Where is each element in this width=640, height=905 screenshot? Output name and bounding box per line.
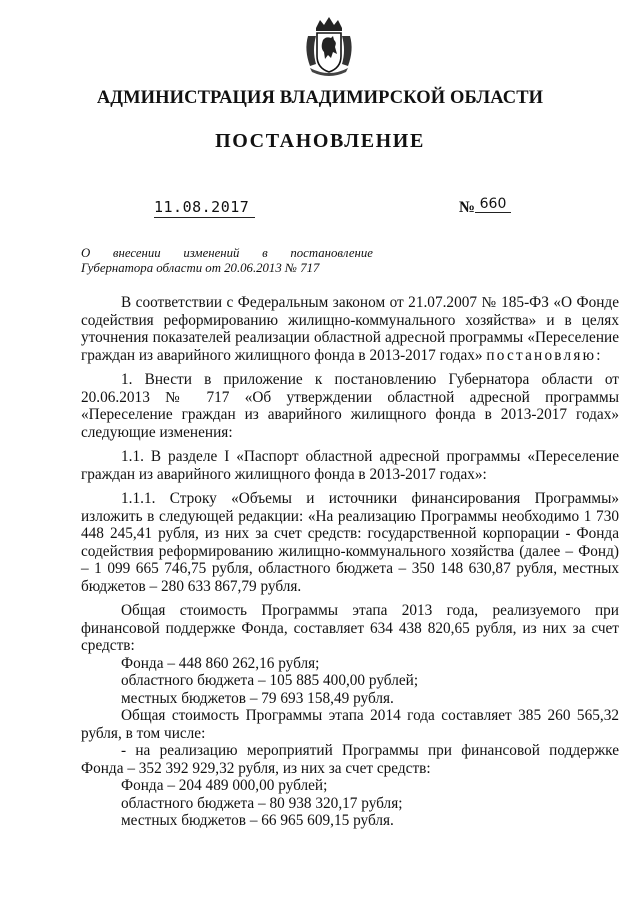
document-body [81, 294, 619, 830]
document-date: 11.08.2017 [154, 198, 255, 218]
list-item: областного бюджета – 105 885 400,00 рублей; [121, 672, 419, 689]
subject-line-2: Губернатора области от 20.06.2013 № 717 [81, 261, 320, 275]
number-sign: № [459, 199, 476, 216]
paragraph-item-1-1: 1.1. В разделе I «Паспорт областной адресной программы «Переселение граждан из аварийного жилищного фонда в 2013-2017 годах»: [81, 448, 619, 483]
subject-word: изменений [183, 246, 240, 260]
preamble-text: В соответствии с Федеральным законом от 21.07.2007 № 185-ФЗ «О Фонде содействия реформированию жилищно-коммунального хозяйства» и в целях уточнения показателей реализации областной адресной программы «Переселение граждан из аварийного жилищного фонда в 2013-2017 годах» [81, 294, 619, 364]
resolve-word: постановляю: [486, 346, 603, 364]
paragraph-stage-2013: Общая стоимость Программы этапа 2013 года, реализуемого при финансовой поддержке Фонда, составляет 634 438 820,65 рубля, из них за счет средств: [81, 602, 619, 654]
paragraph-fund-support: - на реализацию мероприятий Программы при финансовой поддержке Фонда – 352 392 929,32 рубля, из них за счет средств: [81, 742, 619, 777]
subject-word: внесении [112, 246, 161, 260]
paragraph-item-1: 1. Внести в приложение к постановлению Губернатора области от 20.06.2013 № 717 «Об утверждении областной адресной программы «Переселение граждан из аварийного жилищного фонда в 2013-2017 годах» следующие изменения: [81, 371, 619, 441]
list-item: местных бюджетов – 79 693 158,49 рубля. [121, 689, 394, 707]
list-item: областного бюджета – 80 938 320,17 рубля; [121, 794, 403, 812]
coat-of-arms-icon [302, 14, 356, 78]
document-subject [81, 246, 373, 276]
paragraph-stage-2014: Общая стоимость Программы этапа 2014 года составляет 385 260 565,32 рубля, в том числе: [81, 707, 619, 742]
paragraph-preamble [81, 294, 619, 364]
subject-word: О [81, 246, 91, 260]
subject-word: постановление [290, 246, 373, 260]
document-type-title: ПОСТАНОВЛЕНИЕ [215, 130, 425, 152]
paragraph-item-1-1-1: 1.1.1. Строку «Объемы и источники финансирования Программы» изложить в следующей редакции: «На реализацию Программы необходимо 1 730 448 245,41 рубля, из них за счет средств: государственной корпорации - Фонда содействия реформированию жилищно-коммунального хозяйства (далее – Фонд) – 1 099 665 746,75 рубля, областного бюджета – 350 148 630,87 рубля, местных бюджетов – 280 633 867,79 рубля. [81, 490, 619, 595]
list-item: Фонда – 204 489 000,00 рублей; [121, 777, 328, 794]
list-item: Фонда – 448 860 262,16 рубля; [121, 654, 320, 672]
list-item: местных бюджетов – 66 965 609,15 рубля. [121, 812, 394, 829]
document-number: 660 [475, 196, 511, 213]
organization-title: АДМИНИСТРАЦИЯ ВЛАДИМИРСКОЙ ОБЛАСТИ [96, 88, 544, 108]
subject-line-1 [81, 246, 373, 261]
subject-word: в [262, 246, 268, 260]
